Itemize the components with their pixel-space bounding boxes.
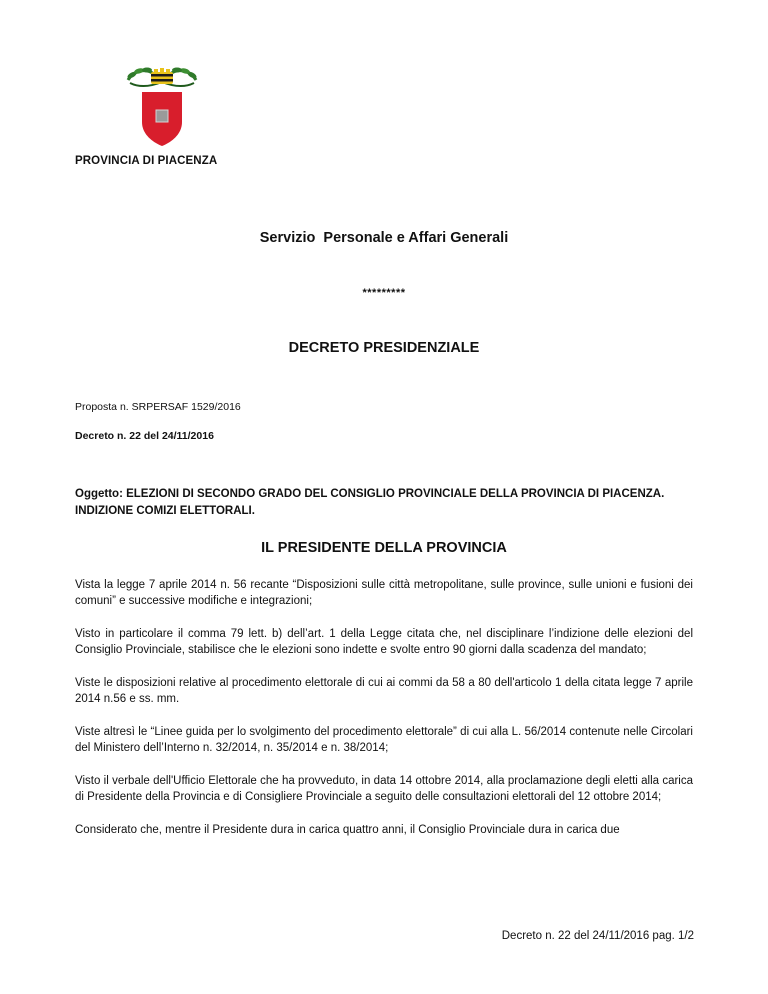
- page-footer: Decreto n. 22 del 24/11/2016 pag. 1/2: [501, 930, 694, 942]
- proposal-number: Proposta n. SRPERSAF 1529/2016: [75, 401, 241, 413]
- paragraph: Vista la legge 7 aprile 2014 n. 56 recante “Disposizioni sulle città metropolitane, sulle province, sulle unioni e fusioni dei comuni” e successive modifiche e integrazioni;: [75, 579, 693, 607]
- provincia-crest-icon: [124, 66, 200, 148]
- service-heading: Servizio Personale e Affari Generali: [259, 230, 509, 246]
- separator-stars: *********: [362, 287, 406, 299]
- section-title: IL PRESIDENTE DELLA PROVINCIA: [261, 540, 507, 556]
- paragraph: Visto il verbale dell'Ufficio Elettorale che ha provveduto, in data 14 ottobre 2014, alla proclamazione degli eletti alla carica di Presidente della Provincia e di Consigliere Provinciale a seguito delle consultazioni elettorali del 12 ottobre 2014;: [75, 775, 693, 803]
- paragraph: Viste le disposizioni relative al procedimento elettorale di cui ai commi da 58 a 80 dell'articolo 1 della citata legge 7 aprile 2014 n.56 e ss. mm.: [75, 677, 693, 705]
- paragraph: Viste altresì le “Linee guida per lo svolgimento del procedimento elettorale” di cui alla L. 56/2014 contenute nelle Circolari del Ministero dell’Interno n. 32/2014, n. 35/2014 e n. 38/2014;: [75, 726, 693, 754]
- paragraph: Considerato che, mentre il Presidente dura in carica quattro anni, il Consiglio Provinciale dura in carica due: [75, 824, 620, 836]
- paragraph: Visto in particolare il comma 79 lett. b) dell’art. 1 della Legge citata che, nel disciplinare l’indizione delle elezioni del Consiglio Provinciale, stabilisce che le elezioni sono indette e svolte entro 90 giorni dalla scadenza del mandato;: [75, 628, 693, 656]
- organization-name: PROVINCIA DI PIACENZA: [75, 155, 218, 167]
- decree-number: Decreto n. 22 del 24/11/2016: [75, 430, 214, 442]
- shield-icon: [142, 92, 182, 146]
- document-title: DECRETO PRESIDENZIALE: [288, 340, 480, 356]
- crown-icon: [151, 68, 173, 84]
- body-text: [75, 577, 693, 855]
- subject-line: Oggetto: ELEZIONI DI SECONDO GRADO DEL CONSIGLIO PROVINCIALE DELLA PROVINCIA DI PIACENZA. INDIZIONE COMIZI ELETTORALI.: [75, 488, 665, 517]
